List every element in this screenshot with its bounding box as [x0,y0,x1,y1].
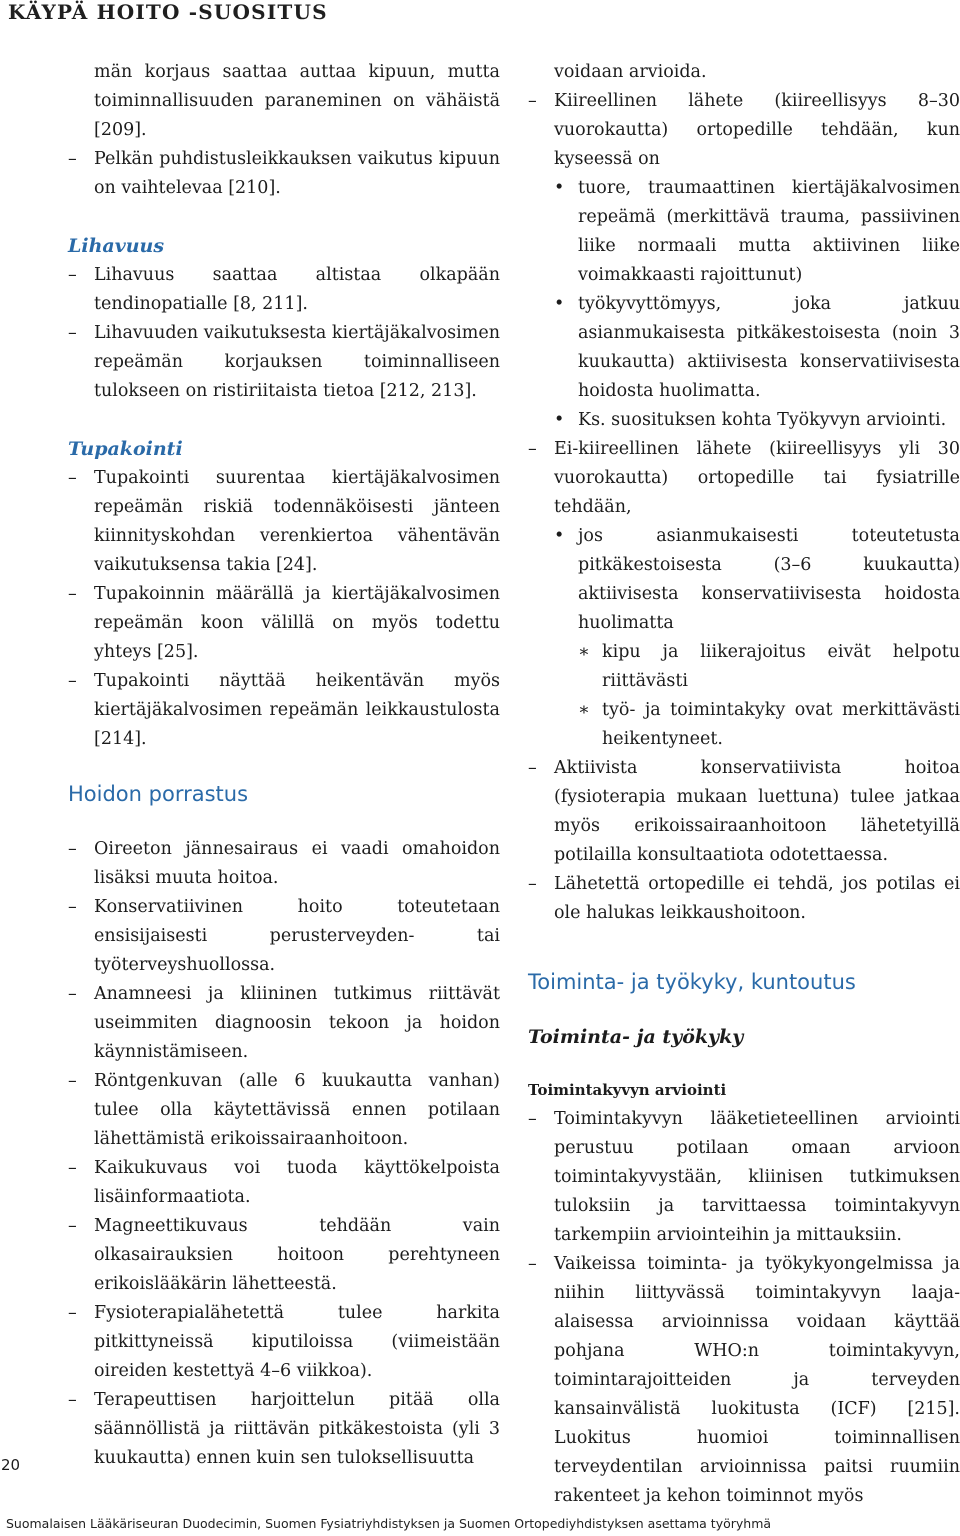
page-number: 20 [1,1456,21,1474]
bullet-item: • jos asianmukaisesti toteutetusta pitkäkestoisesta (3–6 kuukautta) aktiivisesta konservatiivisesta hoidosta huolimatta [528,522,960,638]
list-item: – Terapeuttisen harjoittelun pitää olla säännöllistä ja riittävän pitkäkestoista (yli 3 kuukautta) ennen kuin sen tuloksellisuutta [68,1386,500,1473]
list-item: – Aktiivista konservatiivista hoitoa (fysioterapia mukaan luettuna) tulee jatkaa myös erikoissairaanhoitoon lähetetyillä potilailla konsultaatiota odotettaessa. [528,754,960,870]
dash-marker: – [68,1071,77,1091]
dash-marker: – [68,984,77,1004]
list-item: – Kaikukuvaus voi tuoda käyttökelpoista lisäinformaatiota. [68,1154,500,1212]
asterisk-marker: ∗ [578,642,590,662]
minor-heading-assessment: Toimintakyvyn arviointi [528,1081,727,1099]
list-item: voidaan arvioida. [554,62,707,82]
dash-marker: – [68,584,77,604]
dash-marker: – [68,265,77,285]
asterisk-marker: ∗ [578,700,590,720]
bullet-marker: • [554,294,565,314]
dash-marker: – [68,839,77,859]
dash-marker: – [68,149,77,169]
list-item: – Toimintakyvyn lääketieteellinen arviointi perustuu potilaan omaan arvioon toimintakyvystään, kliinisen tutkimuksen tuloksiin ja tarvittaessa toimintakyvyn tarkempiin arviointeihin ja mittauksiin. [528,1105,960,1250]
dash-marker: – [68,1216,77,1236]
dash-marker: – [68,897,77,917]
list-item: – Tupakointi suurentaa kiertäjäkalvosimen repeämän riskiä todennäköisesti jänteen kiinnityskohdan verenkiertoa vähentävän vaikutuksensa takia [24]. [68,464,500,580]
list-item: – Anamneesi ja kliininen tutkimus riittävät useimmiten diagnoosin tekoon ja hoidon käynnistämiseen. [68,980,500,1067]
dash-marker: – [68,323,77,343]
list-item: – Vaikeissa toiminta- ja työkykyongelmissa ja niihin liittyvässä toimintakyvyn laaja-alaisessa arvioinnissa voidaan käyttää pohjana WHO:n toimintakyvyn, toimintarajoitteiden ja terveyden kansainvälistä luokitusta (ICF) [215]. Luokitus huomioi toiminnallisen terveydentilan arvioinnissa paitsi ruumiin rakenteet ja kehon toiminnot myös [528,1250,960,1511]
dash-marker: – [68,1303,77,1323]
list-item: – Lähetettä ortopedille ei tehdä, jos potilas ei ole halukas leikkaushoitoon. [528,870,960,928]
star-item: ∗ työ- ja toimintakyky ovat merkittävästi heikentyneet. [528,696,960,754]
star-item: ∗ kipu ja liikerajoitus eivät helpotu riittävästi [528,638,960,696]
list-item: – Tupakoinnin määrällä ja kiertäjäkalvosimen repeämän koon välillä on myös todettu yhteys [25]. [68,580,500,667]
list-item: – Oireeton jännesairaus ei vaadi omahoidon lisäksi muuta hoitoa. [68,835,500,893]
list-item: – Pelkän puhdistusleikkauksen vaikutus kipuun on vaihtelevaa [210]. [68,145,500,203]
right-column [528,58,960,1511]
bullet-item: • tuore, traumaattinen kiertäjäkalvosimen repeämä (merkittävä trauma, passiivinen liike normaali mutta aktiivinen liike voimakkaasti rajoittunut) [528,174,960,290]
dash-marker: – [528,1254,537,1274]
bullet-marker: • [554,178,565,198]
document-header: KÄYPÄ HOITO -SUOSITUS [8,0,328,24]
list-item: – Kiireellinen lähete (kiireellisyys 8–30 vuorokautta) ortopedille tehdään, kun kyseessä on [528,87,960,174]
subheading-obesity: Lihavuus [68,235,165,257]
list-item: – Magneettikuvaus tehdään vain olkasairauksien hoitoon perehtyneen erikoislääkärin lähetteestä. [68,1212,500,1299]
dash-marker: – [528,1109,537,1129]
bullet-item: • työkyvyttömyys, joka jatkuu asianmukaisesta pitkäkestoisesta (noin 3 kuukautta) aktiivisesta konservatiivisesta hoidosta huolimatta. [528,290,960,406]
section-heading-function: Toiminta- ja työkyky, kuntoutus [528,970,856,994]
list-item: – Fysioterapialähetettä tulee harkita pitkittyneissä kiputiloissa (viimeistään oireiden kestettyä 4–6 viikkoa). [68,1299,500,1386]
dash-marker: – [528,758,537,778]
footer-text: Suomalaisen Lääkäriseuran Duodecimin, Suomen Fysiatriyhdistyksen ja Suomen Ortopediyhdistyksen asettama työryhmä [6,1516,772,1531]
list-item: – Konservatiivinen hoito toteutetaan ensisijaisesti perusterveyden- tai työterveyshuollossa. [68,893,500,980]
subheading-function-work: Toiminta- ja työkyky [528,1026,744,1048]
dash-marker: – [528,91,537,111]
dash-marker: – [528,439,537,459]
list-item [68,58,500,145]
bullet-item: • Ks. suosituksen kohta Työkyvyn arviointi. [528,406,960,435]
dash-marker: – [528,874,537,894]
section-heading-care-levels: Hoidon porrastus [68,782,249,806]
dash-marker: – [68,1390,77,1410]
list-item: – Ei-kiireellinen lähete (kiireellisyys yli 30 vuorokautta) ortopedille tai fysiatrille tehdään, [528,435,960,522]
list-item: – Lihavuus saattaa altistaa olkapään tendinopatialle [8, 211]. [68,261,500,319]
bullet-marker: • [554,526,565,546]
dash-marker: – [68,1158,77,1178]
left-column [68,58,500,1473]
list-item: – Tupakointi näyttää heikentävän myös kiertäjäkalvosimen repeämän leikkaustulosta [214]. [68,667,500,754]
subheading-smoking: Tupakointi [68,438,183,460]
list-item-text: män korjaus saattaa auttaa kipuun, mutta toiminnallisuuden paraneminen on vähäistä [209]. [94,62,500,140]
list-item: – Lihavuuden vaikutuksesta kiertäjäkalvosimen repeämän korjauksen toiminnalliseen tulokseen on ristiriitaista tietoa [212, 213]. [68,319,500,406]
list-item: – Röntgenkuvan (alle 6 kuukautta vanhan) tulee olla käytettävissä ennen potilaan lähettämistä erikoissairaanhoitoon. [68,1067,500,1154]
dash-marker: – [68,468,77,488]
dash-marker: – [68,671,77,691]
bullet-marker: • [554,410,565,430]
